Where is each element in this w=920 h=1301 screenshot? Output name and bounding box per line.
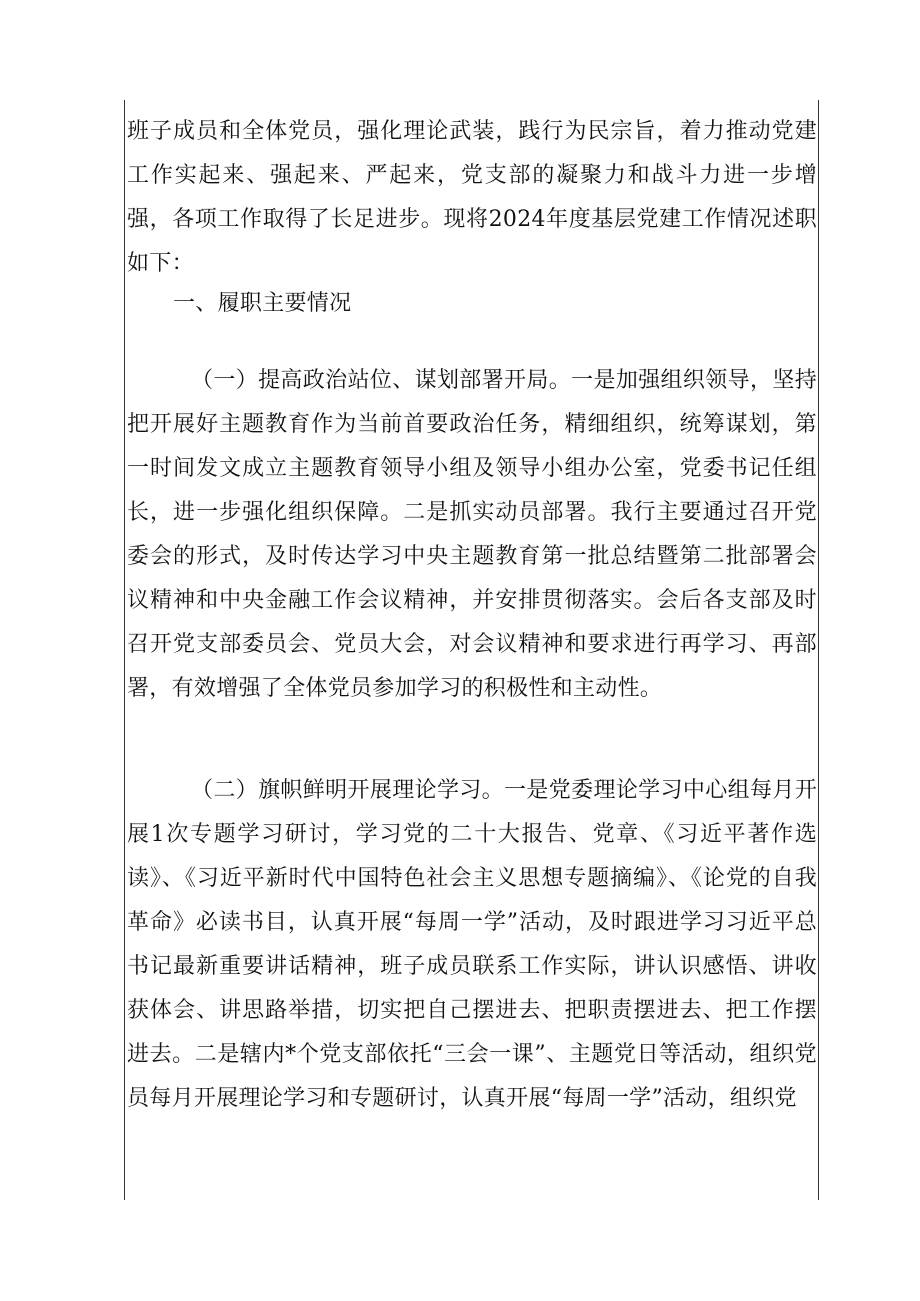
paragraph-1: （一）提高政治站位、谋划部署开局。一是加强组织领导，坚持把开展好主题教育作为当前首要政治任务，精细组织，统筹谋划，第一时间发文成立主题教育领导小组及领导小组办公室，党委书记任组长，进一步强化组织保障。二是抓实动员部署。我行主要通过召开党委会的形式，及时传达学习中央主题教育第一批总结暨第二批部署会议精神和中央金融工作会议精神，并安排贯彻落实。会后各支部及时召开党支部委员会、党员大会，对会议精神和要求进行再学习、再部署，有效增强了全体党员参加学习的积极性和主动性。 [127, 368, 817, 701]
section-heading: 一、履职主要情况 [173, 291, 352, 316]
intro-paragraph: 班子成员和全体党员，强化理论武装，践行为民宗旨，着力推动党建工作实起来、强起来、严起来，党支部的凝聚力和战斗力进一步增强，各项工作取得了长足进步。现将2024年度基层党建工作情况述职如下： [127, 119, 817, 276]
paragraph-2: （二）旗帜鲜明开展理论学习。一是党委理论学习中心组每月开展1次专题学习研讨，学习党的二十大报告、党章、《习近平著作选读》、《习近平新时代中国特色社会主义思想专题摘编》、《论党的自我革命》必读书目，认真开展“每周一学”活动，及时跟进学习习近平总书记最新重要讲话精神，班子成员联系工作实际，讲认识感悟、讲收获体会、讲思路举措，切实把自己摆进去、把职责摆进去、把工作摆进去。二是辖内*个党支部依托“三会一课”、主题党日等活动，组织党员每月开展理论学习和专题研讨，认真开展“每周一学”活动，组织党 [127, 778, 817, 1111]
